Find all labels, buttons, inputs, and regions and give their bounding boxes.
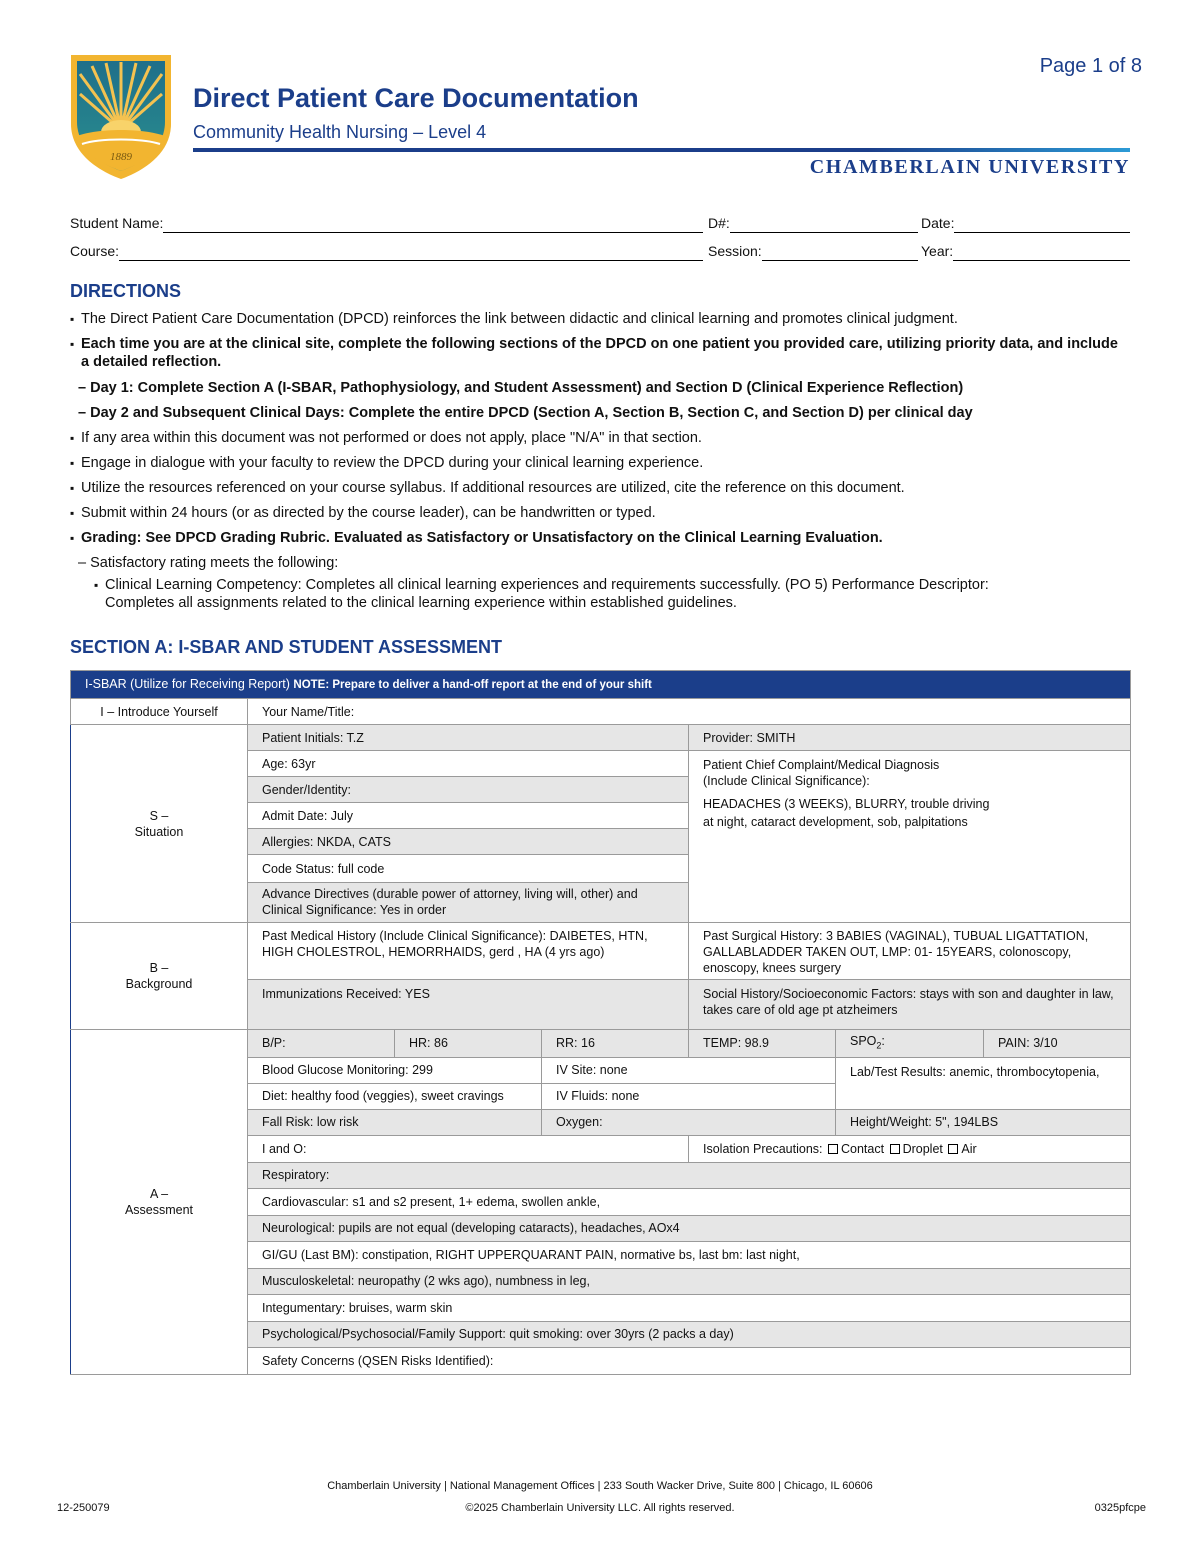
bp-field[interactable]: B/P: [248, 1030, 395, 1058]
spo2-field[interactable] [836, 1030, 984, 1058]
year-field[interactable] [921, 239, 1130, 261]
allergies-field[interactable]: Allergies: NKDA, CATS [248, 829, 689, 855]
isbar-table [70, 670, 1131, 1375]
blood-glucose-field[interactable]: Blood Glucose Monitoring: 299 [248, 1057, 542, 1083]
integumentary-field[interactable]: Integumentary: bruises, warm skin [248, 1294, 1131, 1321]
droplet-checkbox[interactable] [890, 1144, 900, 1154]
student-info-row-1 [70, 211, 1130, 233]
date-label: Date: [921, 215, 955, 231]
university-wordmark: CHAMBERLAIN UNIVERSITY [809, 156, 1130, 178]
directions-item: ▪ Each time you are at the clinical site, complete the following sections of the DPCD on one patient you provided care, utilizing priority data, and include a detailed reflection. [70, 335, 1120, 371]
admit-date-field[interactable]: Admit Date: July [248, 803, 689, 829]
student-name-field[interactable] [70, 211, 703, 233]
fall-risk-field[interactable]: Fall Risk: low risk [248, 1109, 542, 1135]
iv-site-field[interactable]: IV Site: none [542, 1057, 836, 1083]
table-header-note: NOTE: Prepare to deliver a hand-off report at the end of your shift [293, 679, 652, 691]
temp-field[interactable]: TEMP: 98.9 [689, 1030, 836, 1058]
isbar-table-header [71, 671, 1131, 699]
advance-directives-field[interactable]: Advance Directives (durable power of attorney, living will, other) and Clinical Significance: Yes in order [248, 883, 689, 923]
directions-item: ▪ Submit within 24 hours (or as directed by the course leader), can be handwritten or typed. [70, 504, 1120, 522]
gi-gu-field[interactable]: GI/GU (Last BM): constipation, RIGHT UPPERQUARANT PAIN, normative bs, last bm: last night, [248, 1241, 1131, 1268]
background-word: Background [125, 977, 193, 991]
psychological-field[interactable]: Psychological/Psychosocial/Family Support: quit smoking: over 30yrs (2 packs a day) [248, 1321, 1131, 1347]
situation-word: Situation [134, 824, 184, 839]
title-divider [193, 148, 1130, 152]
contact-checkbox[interactable] [828, 1144, 838, 1154]
directions-subitem: – Day 2 and Subsequent Clinical Days: Complete the entire DPCD (Section A, Section B, Section C, and Section D) per clinical day [70, 404, 1120, 422]
spo2-label: SPO [850, 1034, 877, 1048]
course-line[interactable] [119, 243, 703, 261]
chief-complaint-field[interactable] [689, 751, 1131, 923]
droplet-label: Droplet [902, 1141, 943, 1156]
situation-letter: S – [149, 808, 169, 823]
session-field[interactable] [708, 239, 918, 261]
date-line[interactable] [954, 215, 1130, 233]
student-info-row-2 [70, 239, 1130, 261]
assessment-letter: A – [149, 1186, 169, 1201]
immunizations-field[interactable]: Immunizations Received: YES [248, 980, 689, 1030]
directions-item: ▪ Grading: See DPCD Grading Rubric. Evaluated as Satisfactory or Unsatisfactory on the Clinical Learning Evaluation. [70, 529, 1120, 547]
spo2-colon: : [881, 1034, 885, 1048]
year-label: Year: [921, 243, 954, 259]
past-surgical-history-field[interactable]: Past Surgical History: 3 BABIES (VAGINAL), TUBUAL LIGATTATION, GALLABLADDER TAKEN OUT, LMP: 01- 15YEARS, colonoscopy, enoscopy, knees surgery [689, 923, 1131, 980]
past-medical-history-field[interactable]: Past Medical History (Include Clinical Significance): DAIBETES, HTN, HIGH CHOLESTROL, HEMORRHAIDS, gerd , HA (4 yrs ago) [248, 923, 689, 980]
neurological-field[interactable]: Neurological: pupils are not equal (developing cataracts), headaches, AOx4 [248, 1215, 1131, 1241]
chief-complaint-label-2: (Include Clinical Significance): [703, 774, 870, 788]
student-name-label: Student Name: [70, 215, 164, 231]
university-crest-logo [68, 52, 174, 182]
code-status-field[interactable]: Code Status: full code [248, 855, 689, 883]
student-name-line[interactable] [163, 215, 703, 233]
directions-item: ▪ Engage in dialogue with your faculty to review the DPCD during your clinical learning experience. [70, 454, 1120, 472]
oxygen-field[interactable]: Oxygen: [542, 1109, 836, 1135]
background-label [71, 923, 248, 1030]
session-label: Session: [708, 243, 762, 259]
provider-field[interactable]: Provider: SMITH [689, 725, 1131, 751]
directions-heading: DIRECTIONS [70, 281, 182, 301]
directions-item: ▪ Utilize the resources referenced on your course syllabus. If additional resources are utilized, cite the reference on this document. [70, 479, 1120, 497]
directions-subsubitem: ▪ Clinical Learning Competency: Completes all clinical learning experiences and requirements successfully. (PO 5) Performance Descriptor: Completes all assignments related to the clinical learning experience within established guidelines. [70, 576, 1020, 612]
musculoskeletal-field[interactable]: Musculoskeletal: neuropathy (2 wks ago), numbness in leg, [248, 1268, 1131, 1294]
directions-item: ▪ The Direct Patient Care Documentation (DPCD) reinforces the link between didactic and clinical learning and promotes clinical judgment. [70, 310, 1120, 328]
document-title: Direct Patient Care Documentation [193, 83, 639, 113]
your-name-title-field[interactable]: Your Name/Title: [248, 699, 1131, 725]
chief-complaint-value: HEADACHES (3 WEEKS), BLURRY, trouble driving at night, cataract development, sob, palpitations [703, 797, 990, 829]
intake-output-field[interactable]: I and O: [248, 1135, 689, 1162]
iv-fluids-field[interactable]: IV Fluids: none [542, 1083, 836, 1109]
patient-initials-field[interactable]: Patient Initials: T.Z [248, 725, 689, 751]
safety-concerns-field[interactable]: Safety Concerns (QSEN Risks Identified): [248, 1347, 1131, 1374]
contact-label: Contact [841, 1141, 885, 1156]
cardiovascular-field[interactable]: Cardiovascular: s1 and s2 present, 1+ edema, swollen ankle, [248, 1188, 1131, 1215]
spo2-subscript: 2 [876, 1040, 882, 1051]
isolation-precautions-field [689, 1135, 1131, 1162]
introduce-label: I – Introduce Yourself [71, 699, 248, 725]
hr-field[interactable]: HR: 86 [395, 1030, 542, 1058]
age-field[interactable]: Age: 63yr [248, 751, 689, 777]
air-checkbox[interactable] [948, 1144, 958, 1154]
footer-version: 0325pfcpe [1094, 1502, 1146, 1514]
crest-year: 1889 [110, 151, 132, 163]
date-field[interactable] [921, 211, 1130, 233]
course-field[interactable] [70, 239, 703, 261]
respiratory-field[interactable]: Respiratory: [248, 1162, 1131, 1188]
footer-document-code: 12-250079 [57, 1502, 110, 1514]
d-number-line[interactable] [730, 215, 918, 233]
year-line[interactable] [953, 243, 1130, 261]
gender-identity-field[interactable]: Gender/Identity: [248, 777, 689, 803]
background-letter: B – [149, 961, 169, 975]
assessment-label [71, 1030, 248, 1375]
chief-complaint-label: Patient Chief Complaint/Medical Diagnosis [703, 758, 940, 772]
d-number-label: D#: [708, 215, 730, 231]
document-subtitle: Community Health Nursing – Level 4 [193, 122, 487, 142]
footer-address: Chamberlain University | National Management Offices | 233 South Wacker Drive, Suite 800 | Chicago, IL 60606 [327, 1480, 873, 1492]
footer-copyright: ©2025 Chamberlain University LLC. All rights reserved. [465, 1502, 735, 1514]
height-weight-field[interactable]: Height/Weight: 5", 194LBS [836, 1109, 1131, 1135]
isolation-label: Isolation Precautions: [703, 1141, 823, 1156]
course-label: Course: [70, 243, 120, 259]
page-number: Page 1 of 8 [1039, 55, 1142, 77]
pain-field[interactable]: PAIN: 3/10 [984, 1030, 1131, 1058]
directions-subitem: – Satisfactory rating meets the following: [70, 554, 1120, 572]
situation-label [71, 725, 248, 923]
d-number-field[interactable] [708, 211, 918, 233]
directions-subitem: – Day 1: Complete Section A (I-SBAR, Pathophysiology, and Student Assessment) and Section D (Clinical Experience Reflection) [70, 379, 1120, 397]
assessment-word: Assessment [124, 1202, 194, 1217]
section-a-heading: SECTION A: I-SBAR AND STUDENT ASSESSMENT [70, 637, 503, 657]
lab-results-field[interactable]: Lab/Test Results: anemic, thrombocytopenia, [836, 1057, 1131, 1109]
directions-item: ▪ If any area within this document was not performed or does not apply, place "N/A" in that section. [70, 429, 1120, 447]
table-header-title: I-SBAR (Utilize for Receiving Report) [85, 677, 290, 691]
air-label: Air [961, 1141, 977, 1156]
rr-field[interactable]: RR: 16 [542, 1030, 689, 1058]
directions-list [70, 310, 1120, 612]
session-line[interactable] [762, 243, 918, 261]
social-history-field[interactable]: Social History/Socioeconomic Factors: stays with son and daughter in law, takes care of old age pt atzheimers [689, 980, 1131, 1030]
diet-field[interactable]: Diet: healthy food (veggies), sweet cravings [248, 1083, 542, 1109]
